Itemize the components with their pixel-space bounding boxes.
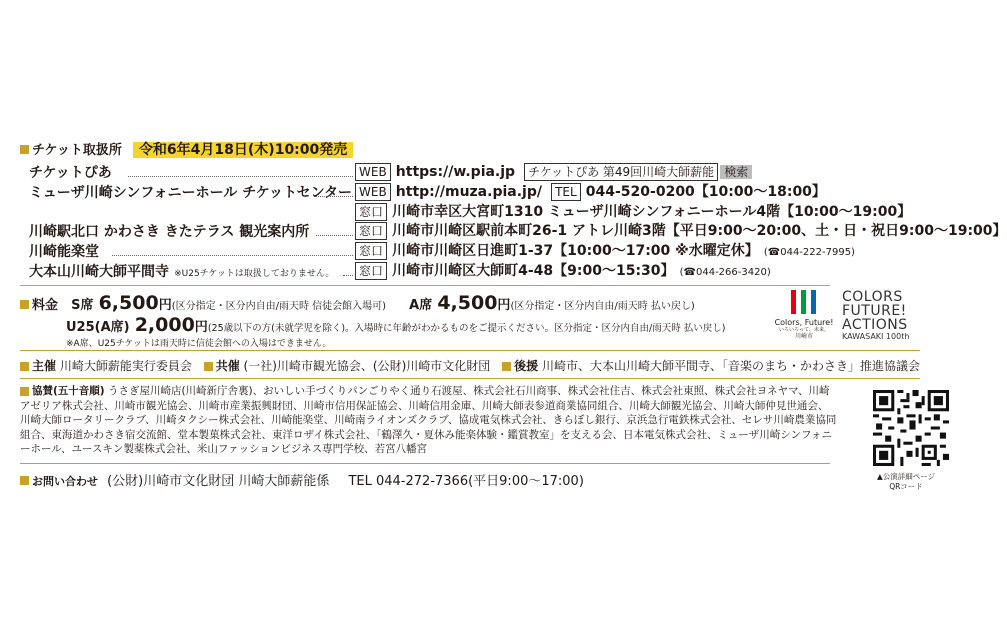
ticket-outlet-nogakudo: 川崎能楽堂 xyxy=(29,244,99,260)
qr-caption: ▲公演詳細ページ QRコード xyxy=(876,472,936,491)
bullet-square-icon xyxy=(20,362,29,371)
leader-dots xyxy=(128,162,353,177)
ticket-header: チケット取扱所 令和6年4月18日(木)10:00発売 xyxy=(20,139,353,159)
pia-search-term: チケットぴあ 第49回川崎大師薪能 xyxy=(524,163,718,181)
pia-url-link[interactable]: https://w.pia.jp xyxy=(395,164,516,180)
muza-tel: 044-520-0200【10:00～18:00】 xyxy=(585,184,826,200)
leader-dots xyxy=(343,261,353,276)
divider xyxy=(20,350,920,351)
price-row-u25: U25(A席) 2,000円(25歳以下の方(未就学児を除く)。入場時に年齢がわかるものをご提示ください。区分指定・区分内自由/雨天時 払い戻し) xyxy=(66,314,726,336)
bullet-square-icon xyxy=(204,362,213,371)
ticket-outlet-pia: チケットぴあ xyxy=(29,165,112,181)
divider xyxy=(20,285,830,286)
colors-future-actions-logo: COLORS FUTURE! ACTIONS KAWASAKI 100th xyxy=(842,289,910,341)
bullet-square-icon xyxy=(20,145,29,154)
sponsors-list: うさぎ屋川崎店(川崎新庁舎裏)、おいしい手づくりパンごりやく通り石渡屋、株式会社石川商事、株式会社住吉、株式会社東照、株式会社ヨネヤマ、川崎アゼリア株式会社、川崎市観光協会、川崎市産業振興財団、川崎市信用保証協会、川崎信用金庫、川崎大師表参道商業協同組合、川崎大師観光協会、川崎大師仲見世通会、川崎大師ロータリークラブ、川崎タクシー株式会社、川崎能楽堂、川崎南ライオンズクラブ、協成電気株式会社、きらぼし銀行、京浜急行電鉄株式会社、セレサ川崎農業協同組合、東海道かわさき宿交流館、堂本製菓株式会社、東洋ロザイ株式会社、「鶴澤久・夏休み能楽体験・鑑賞教室」を支える会、日本電気株式会社、ミューザ川崎シンフォニーホール、ユースキン製薬株式会社、米山ファッションビジネス専門学校、若宮八幡宮 xyxy=(20,385,837,455)
ticket-outlet-muza: ミューザ川崎シンフォニーホール チケットセンター xyxy=(29,185,353,201)
price-row-s-a: 料金 S席 6,500円(区分指定・区分内自由/雨天時 信徒会館入場可) A席 4,500円(区分指定・区分内自由/雨天時 払い戻し) xyxy=(20,292,695,314)
leader-dots xyxy=(112,241,353,256)
ticket-outlet-heikenji: 大本山川崎大師平間寺 ※U25チケットは取扱しておりません。 xyxy=(29,264,335,280)
qr-code-icon xyxy=(873,390,949,466)
u25-price: 2,000 xyxy=(134,314,195,336)
muza-counter-row: 窓口 川崎市幸区大宮町1310 ミューザ川崎シンフォニーホール4階【10:00～19:00】 xyxy=(355,201,911,221)
heikenji-counter-row: 窓口 川崎市川崎区大師町4-48【9:00～15:30】 (☎044-266-3420) xyxy=(355,260,771,280)
divider xyxy=(20,463,830,464)
contact-tel: TEL 044-272-7366(平日9:00～17:00) xyxy=(348,474,584,489)
bullet-square-icon xyxy=(20,300,29,309)
s-seat-price: 6,500 xyxy=(98,292,159,314)
bullet-square-icon xyxy=(502,362,511,371)
sponsors-block: 協賛(五十音順) うさぎ屋川崎店(川崎新庁舎裏)、おいしい手づくりパンごりやく通り石渡屋、株式会社石川商事、株式会社住吉、株式会社東照、株式会社ヨネヤマ、川崎アゼリア株式会社、川崎市観光協会、川崎市産業振興財団、川崎市信用保証協会、川崎信用金庫、川崎大師表参道商業協同組合、川崎大師観光協会、川崎大師仲見世通会、川崎大師ロータリークラブ、川崎タクシー株式会社、川崎能楽堂、川崎南ライオンズクラブ、協成電気株式会社、きらぼし銀行、京浜急行電鉄株式会社、セレサ川崎農業協同組合、東海道かわさき宿交流館、堂本製菓株式会社、東洋ロザイ株式会社、「鶴澤久・夏休み能楽体験・鑑賞教室」を支える会、日本電気株式会社、ミューザ川崎シンフォニーホール、ユースキン製薬株式会社、米山ファッションビジネス専門学校、若宮八幡宮 xyxy=(20,385,837,455)
search-button[interactable]: 検索 xyxy=(720,165,752,179)
qr-code[interactable] xyxy=(873,390,949,470)
organizers-row: 主催 川崎大師薪能実行委員会 共催 (一社)川崎市観光協会、(公財)川崎市文化財団 後援 川崎市、大本山川崎大師平間寺、「音楽のまち・かわさき」推進協議会 xyxy=(20,357,920,374)
leader-dots xyxy=(316,182,353,197)
muza-url-link[interactable]: http://muza.pia.jp/ xyxy=(395,184,542,200)
pia-web-row: WEB https://w.pia.jp チケットぴあ 第49回川崎大師薪能 検索 xyxy=(355,161,752,181)
kitaterrace-counter-row: 窓口 川崎市川崎区駅前本町26-1 アトレ川崎3階【平日9:00～20:00、土・日・祝日9:00～19:00】 xyxy=(355,220,1007,240)
colors-future-logo: Colors, Future! いろいろって、未来。 川崎市 xyxy=(769,290,839,341)
contact-row: お問い合わせ (公財)川崎市文化財団 川崎大師薪能係 TEL 044-272-7366(平日9:00～17:00) xyxy=(20,470,584,489)
ticket-outlet-kitaterrace: 川崎駅北口 かわさき きたテラス 観光案内所 xyxy=(29,224,310,240)
muza-web-row: WEB http://muza.pia.jp/ TEL 044-520-0200【10:00～18:00】 xyxy=(355,181,826,201)
bullet-square-icon xyxy=(20,476,29,485)
colors-future-mark-icon xyxy=(789,290,819,314)
u25-not-handled-note: ※U25チケットは取扱しておりません。 xyxy=(174,269,335,279)
leader-dots xyxy=(316,221,353,236)
bullet-square-icon xyxy=(20,387,29,396)
nogakudo-counter-row: 窓口 川崎市川崎区日進町1-37【10:00～17:00 ※水曜定休】 (☎044-222-7995) xyxy=(355,240,855,260)
release-date-banner: 令和6年4月18日(木)10:00発売 xyxy=(133,142,353,158)
divider xyxy=(20,378,920,379)
price-footnote: ※A席、U25チケットは雨天時に信徒会館への入場はできません。 xyxy=(66,339,332,349)
a-seat-price: 4,500 xyxy=(437,292,498,314)
